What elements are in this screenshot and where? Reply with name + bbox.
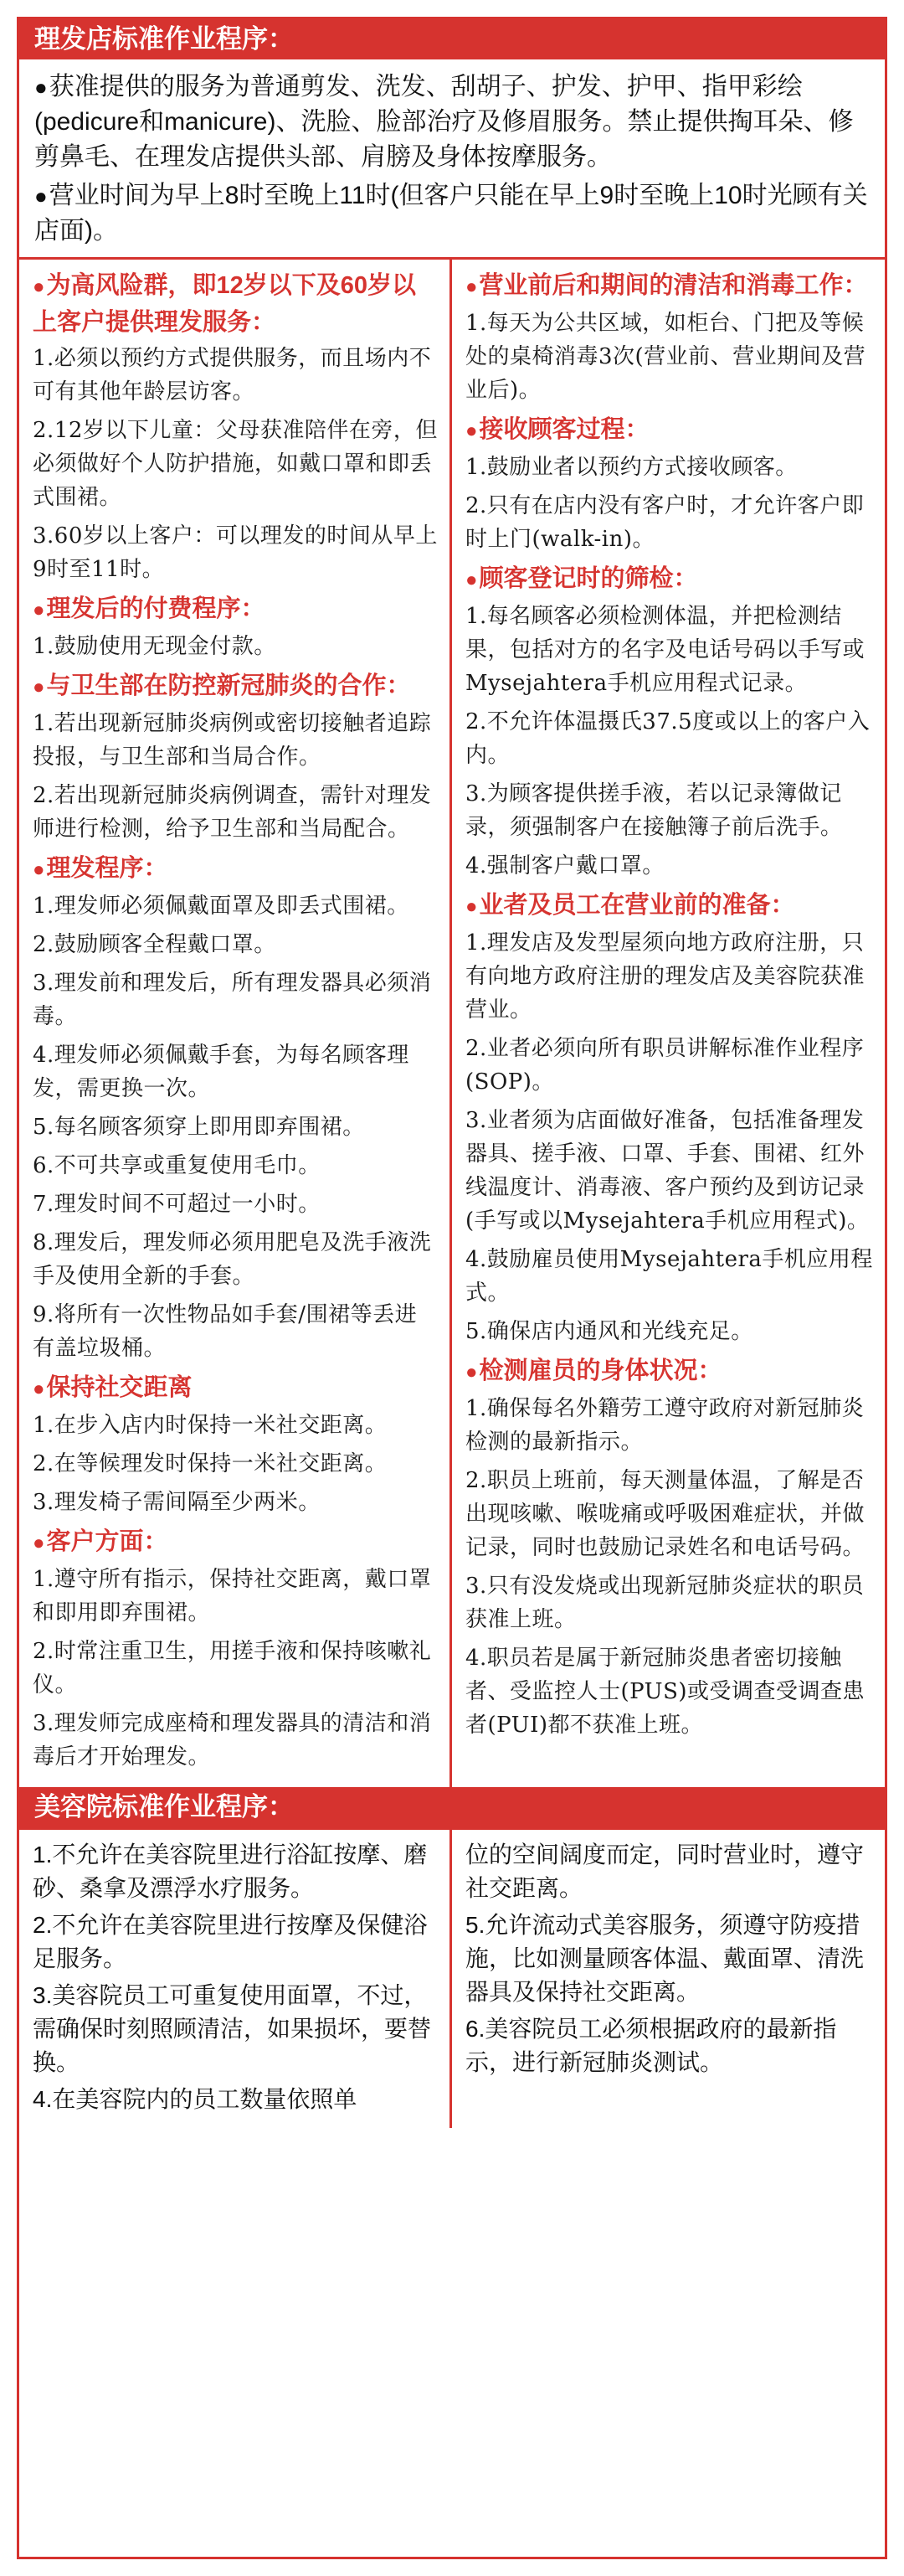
section-heading [33, 851, 438, 888]
list-item: 1.若出现新冠肺炎病例或密切接触者追踪投报，与卫生部和当局合作。 [33, 711, 432, 770]
left-column [19, 260, 452, 1787]
list-item: 8.理发后，理发师必须用肥皂及洗手液洗手及使用全新的手套。 [33, 1230, 432, 1289]
bullet-icon: ● [34, 75, 48, 100]
right-column [452, 260, 885, 1787]
section-heading-text: 业者及员工在营业前的准备： [479, 892, 795, 919]
list-item: 5.允许流动式美容服务，须遵守防疫措施，比如测量顾客体温、戴面罩、清洗器具及保持社交距离。 [465, 1912, 865, 2005]
list-item: 2.不允许在美容院里进行按摩及保健浴足服务。 [33, 1912, 428, 1971]
section-heading [465, 888, 873, 925]
section-heading [465, 268, 873, 305]
section-heading-text: 与卫生部在防控新冠肺炎的合作： [46, 672, 411, 699]
red-bullet-icon: ● [465, 1361, 478, 1383]
list-item: 4.鼓励雇员使用Mysejahtera手机应用程式。 [465, 1247, 873, 1306]
list-item: 1.每名顾客必须检测体温，并把检测结果，包括对方的名字及电话号码以手写或Mysejahtera手机应用程式记录。 [465, 604, 865, 696]
section-heading [33, 591, 438, 628]
list-item: 2.业者必须向所有职员讲解标准作业程序(SOP)。 [465, 1036, 865, 1095]
list-item: 1.鼓励使用无现金付款。 [33, 634, 276, 659]
list-item: 2.12岁以下儿童：父母获准陪伴在旁，但必须做好个人防护措施，如戴口罩和即丢式围裙。 [33, 418, 438, 510]
intro-paragraph [34, 70, 870, 175]
section-heading [33, 668, 438, 705]
section-heading-text: 保持社交距离 [46, 1374, 193, 1401]
section-heading-text: 为高风险群，即12岁以下及60岁以上客户提供理发服务： [33, 272, 417, 336]
red-bullet-icon: ● [33, 276, 45, 298]
list-item: 1.遵守所有指示，保持社交距离，戴口罩和即用即弃围裙。 [33, 1567, 432, 1625]
red-bullet-icon: ● [465, 276, 478, 298]
section-heading [33, 268, 438, 340]
section-heading [465, 412, 873, 449]
list-item: 4.理发师必须佩戴手套，为每名顾客理发，需更换一次。 [33, 1043, 409, 1101]
list-item: 4.职员若是属于新冠肺炎患者密切接触者、受监控人士(PUS)或受调查受调查患者(PUI)都不获准上班。 [465, 1646, 865, 1738]
intro-services: 获准提供的服务为普通剪发、洗发、刮胡子、护发、护甲、指甲彩绘(pedicure和manicure)、洗脸、脸部治疗及修眉服务。禁止提供掏耳朵、修剪鼻毛、在理发店提供头部、肩膀及身体按摩服务。 [34, 73, 854, 171]
beauty-left-column [19, 1830, 452, 2128]
red-bullet-icon: ● [465, 569, 478, 591]
list-item: 3.美容院员工可重复使用面罩，不过，需确保时刻照顾清洁，如果损坏，要替换。 [33, 1982, 432, 2075]
red-bullet-icon: ● [465, 420, 478, 442]
barbershop-sop-title: 理发店标准作业程序： [19, 19, 885, 59]
list-item: 2.鼓励顾客全程戴口罩。 [33, 932, 276, 957]
section-heading-text: 理发程序： [46, 855, 168, 882]
red-bullet-icon: ● [33, 1532, 45, 1554]
red-bullet-icon: ● [465, 895, 478, 918]
intro-paragraph [34, 178, 870, 249]
intro-hours: 营业时间为早上8时至晚上11时(但客户只能在早上9时至晚上10时光顾有关店面)。 [34, 182, 868, 245]
list-item: 1.鼓励业者以预约方式接收顾客。 [465, 455, 798, 480]
list-item: 3.业者须为店面做好准备，包括准备理发器具、搓手液、口罩、手套、围裙、红外线温度计、消毒液、客户预约及到访记录(手写或以Mysejahtera手机应用程式)。 [465, 1108, 870, 1234]
bullet-icon: ● [34, 183, 48, 209]
list-item: 2.若出现新冠肺炎病例调查，需针对理发师进行检测，给予卫生部和当局配合。 [33, 783, 432, 842]
list-item: 4.强制客户戴口罩。 [465, 853, 665, 878]
article-frame [17, 17, 887, 2559]
list-item: 9.将所有一次性物品如手套/围裙等丢进有盖垃圾桶。 [33, 1302, 418, 1361]
list-item: 3.只有没发烧或出现新冠肺炎症状的职员获准上班。 [465, 1574, 865, 1632]
section-heading-text: 理发后的付费程序： [46, 595, 265, 622]
list-item: 位的空间阔度而定，同时营业时，遵守社交距离。 [465, 1842, 865, 1901]
list-item: 1.理发店及发型屋须向地方政府注册，只有向地方政府注册的理发店及美容院获准营业。 [465, 930, 865, 1023]
list-item: 1.不允许在美容院里进行浴缸按摩、磨砂、桑拿及漂浮水疗服务。 [33, 1842, 428, 1901]
list-item: 1.在步入店内时保持一米社交距离。 [33, 1413, 388, 1438]
list-item: 7.理发时间不可超过一小时。 [33, 1192, 321, 1217]
list-item: 5.确保店内通风和光线充足。 [465, 1319, 753, 1344]
list-item: 4.在美容院内的员工数量依照单 [33, 2086, 357, 2112]
list-item: 3.理发椅子需间隔至少两米。 [33, 1490, 321, 1515]
list-item: 1.必须以预约方式提供服务，而且场内不可有其他年龄层访客。 [33, 346, 432, 404]
list-item: 3.60岁以上客户：可以理发的时间从早上9时至11时。 [33, 523, 438, 582]
list-item: 5.每名顾客须穿上即用即弃围裙。 [33, 1115, 365, 1140]
beauty-salon-sop-title: 美容院标准作业程序： [19, 1787, 885, 1827]
section-heading-text: 客户方面： [46, 1528, 168, 1555]
section-heading-text: 营业前后和期间的清洁和消毒工作： [479, 272, 868, 299]
section-heading [465, 1353, 873, 1390]
red-bullet-icon: ● [33, 858, 45, 881]
list-item: 3.为顾客提供搓手液，若以记录簿做记录，须强制客户在接触簿子前后洗手。 [465, 781, 843, 840]
section-heading [465, 561, 873, 598]
beauty-columns [19, 1827, 885, 2128]
list-item: 2.不允许体温摄氏37.5度或以上的客户入内。 [465, 709, 871, 768]
list-item: 3.理发师完成座椅和理发器具的清洁和消毒后才开始理发。 [33, 1711, 432, 1770]
section-heading [33, 1370, 438, 1407]
red-bullet-icon: ● [33, 1378, 45, 1400]
list-item: 1.理发师必须佩戴面罩及即丢式围裙。 [33, 894, 409, 919]
intro-block [19, 59, 885, 257]
list-item: 2.在等候理发时保持一米社交距离。 [33, 1451, 388, 1476]
section-heading [33, 1524, 438, 1561]
barbershop-columns [19, 257, 885, 1787]
list-item: 3.理发前和理发后，所有理发器具必须消毒。 [33, 971, 432, 1029]
list-item: 2.只有在店内没有客户时，才允许客户即时上门(walk-in)。 [465, 493, 865, 552]
list-item: 1.确保每名外籍劳工遵守政府对新冠肺炎检测的最新指示。 [465, 1396, 865, 1455]
red-bullet-icon: ● [33, 599, 45, 621]
list-item: 2.时常注重卫生，用搓手液和保持咳嗽礼仪。 [33, 1639, 432, 1698]
section-heading-text: 检测雇员的身体状况： [479, 1358, 722, 1384]
list-item: 1.每天为公共区域，如柜台、门把及等候处的桌椅消毒3次(营业前、营业期间及营业后)。 [465, 311, 866, 403]
list-item: 6.不可共享或重复使用毛巾。 [33, 1153, 321, 1178]
red-bullet-icon: ● [33, 676, 45, 698]
beauty-right-column [452, 1830, 885, 2128]
list-item: 2.职员上班前，每天测量体温，了解是否出现咳嗽、喉咙痛或呼吸困难症状，并做记录，同时也鼓励记录姓名和电话号码。 [465, 1468, 865, 1560]
section-heading-text: 顾客登记时的筛检： [479, 565, 698, 592]
list-item: 6.美容院员工必须根据政府的最新指示，进行新冠肺炎测试。 [465, 2016, 837, 2075]
section-heading-text: 接收顾客过程： [479, 416, 650, 443]
